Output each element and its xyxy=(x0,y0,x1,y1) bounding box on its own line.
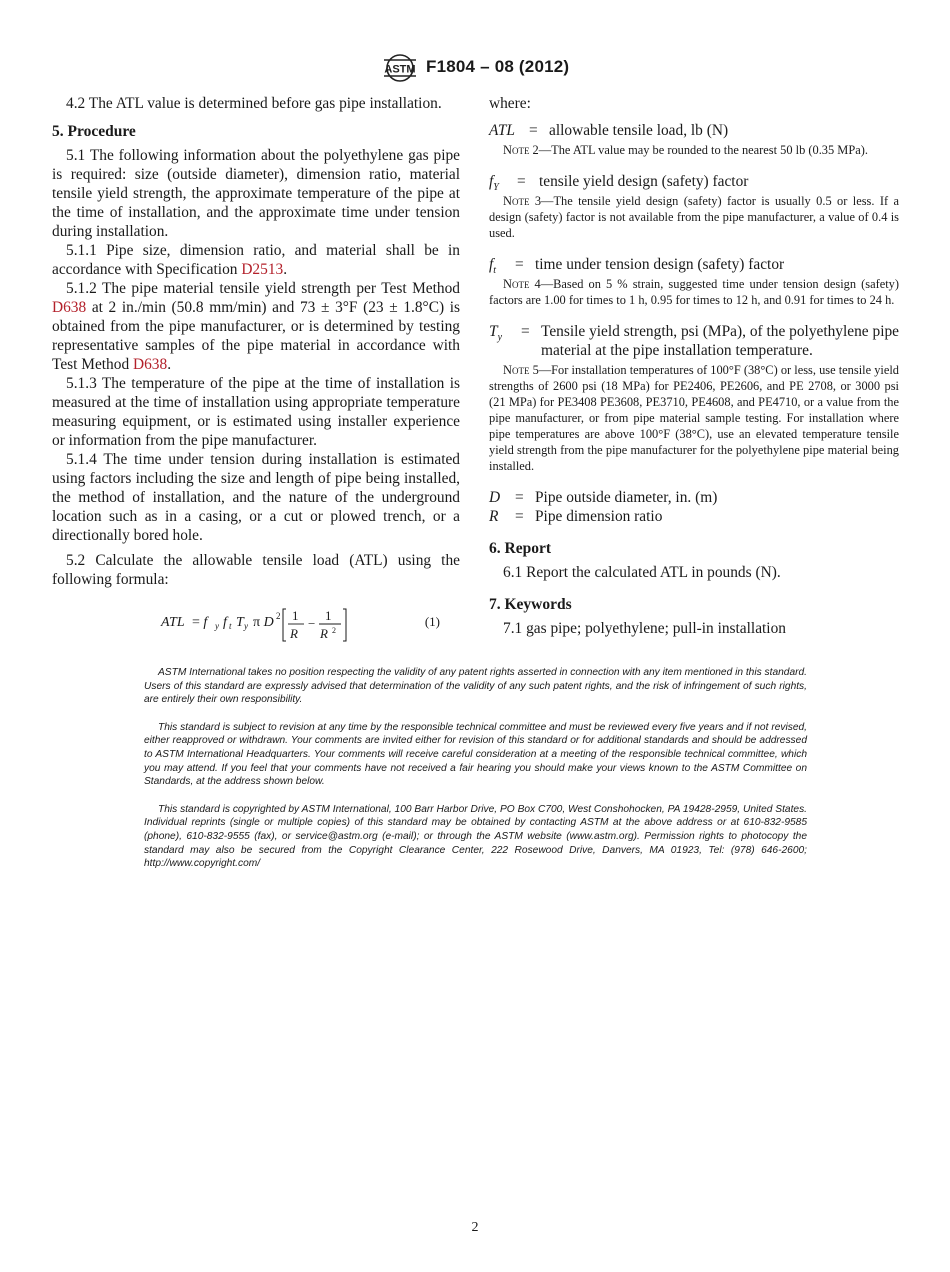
section-6-heading: 6. Report xyxy=(489,540,551,557)
svg-text:T: T xyxy=(236,615,244,630)
paragraph-5-1-4: 5.1.4 The time under tension during installation is estimated using factors including the size and length of pipe being installed, the method of installation, and the nature of the underground location such as in a casing, or a cut or plowed trench, or a directionally bored hole. xyxy=(52,451,460,544)
note-5: Note 5—For installation temperatures of 100°F (38°C) or less, use tensile yield strengths of 2600 psi (18 MPa) for PE2406, PE2606, and PE 2708, or 3000 psi (21 MPa) for PE3408 PE3608, PE3710, PE4608, and PE4710, or a value from the pipe manufacturer, or from pipe material sample testing. For installation where pipe temperatures are above 100°F (38°C), use an elevated temperature tensile yield strength from the pipe manufacturer for the polyethylene pipe material being installed. xyxy=(489,363,899,473)
atl-formula xyxy=(52,601,460,645)
d638-link[interactable]: D638 xyxy=(52,299,87,316)
note-4: Note 4—Based on 5 % strain, suggested time under tension design (safety) factors are 1.00 for times to 1 h, 0.95 for times to 12 h, and 0.91 for times to 24 h. xyxy=(489,277,899,307)
paragraph-5-1-2: 5.1.2 The pipe material tensile yield strength per Test Method D638 at 2 in./min (50.8 mm/min) and 73 ± 3°F (23 ± 1.8°C) is obtained from the pipe manufacturer, or is determined by testing representative samples of the pipe material in accordance with Test Method D638. xyxy=(52,280,460,373)
atl-symbol: ATL xyxy=(489,122,515,139)
note-3: Note 3—The tensile yield design (safety) factor is usually 0.5 or less. If a design (safety) factor is not available from the pipe manufacturer, a value of 0.4 is used. xyxy=(489,194,899,240)
svg-text:R: R xyxy=(320,626,328,641)
paragraph-4-2: 4.2 The ATL value is determined before gas pipe installation. xyxy=(66,95,442,112)
note-2: Note 2—The ATL value may be rounded to the nearest 50 lb (0.35 MPa). xyxy=(503,143,868,157)
ft-definition: $f_t$ = time under tension design (safety) factor xyxy=(489,256,785,277)
where-label: where: xyxy=(489,95,531,112)
formula-lhs: ATL xyxy=(161,615,185,630)
svg-text:R: R xyxy=(290,626,298,641)
paragraph-6-1: 6.1 Report the calculated ATL in pounds (N). xyxy=(503,564,781,581)
atl-definition: ATL = allowable tensile load, lb (N) xyxy=(489,122,729,139)
page-header xyxy=(0,52,950,88)
paragraph-5-2: 5.2 Calculate the allowable tensile load (ATL) using the following formula: xyxy=(52,552,460,588)
svg-text:2: 2 xyxy=(276,611,281,621)
formula-number: (1) xyxy=(424,614,440,629)
paragraph-5-1-1: 5.1.1 Pipe size, dimension ratio, and material shall be in accordance with Specification D2513. xyxy=(52,242,460,278)
svg-text:y: y xyxy=(215,621,219,631)
left-column xyxy=(52,94,460,645)
svg-text:π D: π D xyxy=(253,615,274,630)
r-definition: R = Pipe dimension ratio xyxy=(489,508,663,525)
revision-notice: This standard is subject to revision at any time by the responsible technical committee and must be reviewed every five years and if not revised, either reapproved or withdrawn. Your comments are invited either for revision of this standard or for additional standards and should be addressed to ASTM International Headquarters. Your comments will receive careful consideration at a meeting of the responsible technical committee, which you may attend. If you feel that your comments have not received a fair hearing you should make your views known to the ASTM Committee on Standards, at the address shown below. xyxy=(144,721,807,788)
astm-logo xyxy=(380,52,420,84)
paragraph-7-1: 7.1 gas pipe; polyethylene; pull-in installation xyxy=(503,620,786,637)
svg-text:t: t xyxy=(229,621,232,631)
d638-link-2[interactable]: D638 xyxy=(133,356,168,373)
svg-text:1: 1 xyxy=(292,608,299,623)
svg-text:= f: = f xyxy=(192,615,208,630)
paragraph-5-1-3: 5.1.3 The temperature of the pipe at the time of installation is measured at the time of installation using appropriate temperature measuring equipment, or is estimated using installer experience or information from the pipe manufacturer. xyxy=(52,375,460,449)
document-id: F1804 – 08 (2012) xyxy=(426,57,570,76)
fy-definition: $f_Y$ = tensile yield design (safety) factor xyxy=(489,173,749,194)
patent-notice: ASTM International takes no position respecting the validity of any patent rights asserted in connection with any item mentioned in this standard. Users of this standard are expressly advised that determination of the validity of any such patent rights, and the risk of infringement of such rights, are entirely their own responsibility. xyxy=(144,667,807,706)
svg-text:y: y xyxy=(244,621,248,631)
svg-text:1: 1 xyxy=(325,608,332,623)
svg-text:f: f xyxy=(223,615,227,630)
d-definition: D = Pipe outside diameter, in. (m) xyxy=(489,489,718,506)
svg-text:−: − xyxy=(308,616,316,631)
page-number: 2 xyxy=(471,1220,479,1235)
section-7-heading: 7. Keywords xyxy=(489,596,572,613)
svg-text:2: 2 xyxy=(332,626,336,635)
paragraph-5-1: 5.1 The following information about the polyethylene gas pipe is required: size (outside diameter), dimension ratio, material tensile yield strength, the approximate temperature of the pipe at the time of installation, and the approximate time under tension during installation. xyxy=(52,147,460,240)
section-5-heading: 5. Procedure xyxy=(52,123,136,140)
copyright-footer xyxy=(144,666,807,885)
right-column xyxy=(489,94,899,638)
svg-text:ASTM: ASTM xyxy=(384,63,416,76)
ty-definition: $T_y$ = Tensile yield strength, psi (MPa), of the polyethylene pipe material at the pipe installation temperature. xyxy=(489,323,899,359)
copyright-notice: This standard is copyrighted by ASTM International, 100 Barr Harbor Drive, PO Box C700, West Conshohocken, PA 19428-2959, United States. Individual reprints (single or multiple copies) of this standard may be obtained by contacting ASTM at the above address or at 610-832-9585 (phone), 610-832-9555 (fax), or service@astm.org (e-mail); or through the ASTM website (www.astm.org). Permission rights to photocopy the standard may also be secured from the Copyright Clearance Center, 222 Rosewood Drive, Danvers, MA 01923, Tel: (978) 646-2600; http://www.copyright.com/ xyxy=(144,803,807,870)
d2513-link[interactable]: D2513 xyxy=(241,261,284,278)
